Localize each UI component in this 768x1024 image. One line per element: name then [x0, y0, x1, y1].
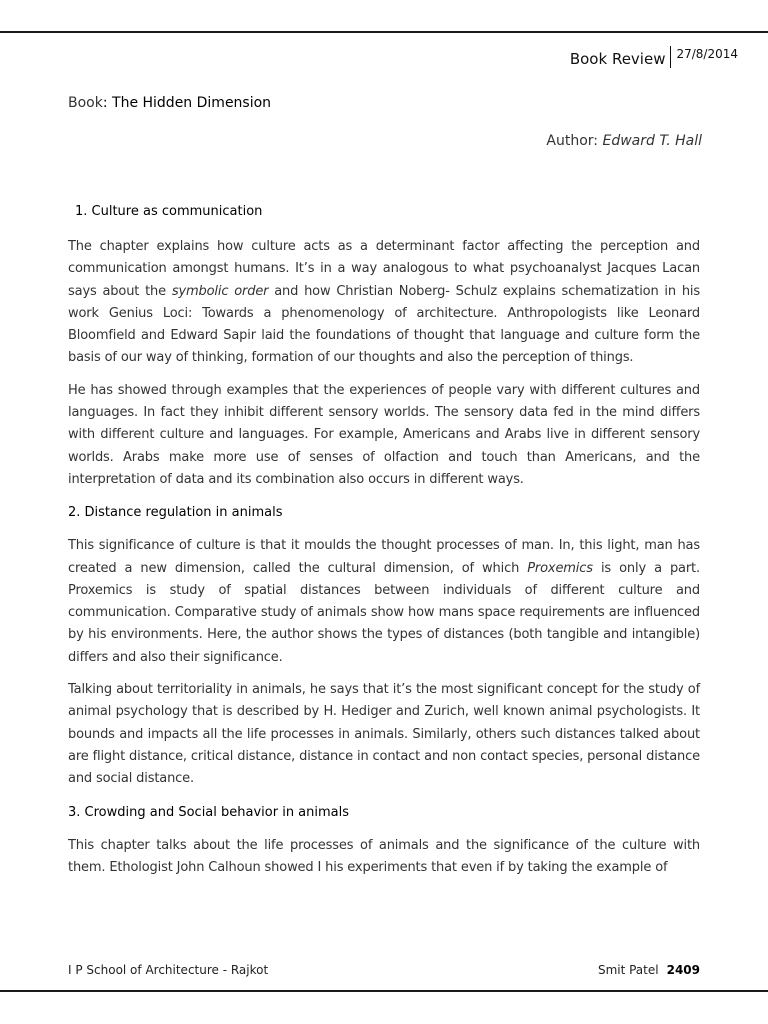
book-colon: : — [102, 95, 108, 111]
proxemics-term: Proxemics — [527, 560, 593, 576]
section-1-paragraph-1: The chapter explains how culture acts as a determinant factor affecting the perception and communication amongst humans. It’s in a way analogous to what psychoanalyst Jacques Lacan says about the symbolic order and how Christian Noberg- Schulz explains schematization in his work Genius Loci: Towards a phenomenology of architecture. Anthropologists like Leonard Bloomfield and Edward Sapir laid the foundations of thought that language and culture form the basis of our way of thinking, formation of our thoughts and also the perception of things. — [68, 239, 700, 366]
page-header — [570, 46, 738, 70]
header-separator — [670, 46, 671, 68]
section-1-paragraph-2: He has showed through examples that the experiences of people vary with different cultures and languages. In fact they inhibit different sensory worlds. The sensory data fed in the mind differs with different culture and languages. For example, Americans and Arabs live in different sensory worlds. Arabs make more use of senses of olfaction and touch than Americans, and the interpretation of data and its combination also occurs in different ways. — [68, 382, 700, 487]
footer-institution: I P School of Architecture - Rajkot — [68, 963, 269, 977]
section-heading-2: 2. Distance regulation in animals — [68, 505, 283, 521]
book-title-line — [68, 94, 271, 112]
section-2-paragraph-1: This significance of culture is that it moulds the thought processes of man. In, this light, man has created a new dimension, called the cultural dimension, of which Proxemics is only a part. Proxemics is study of spatial distances between individuals of different culture and communication. Comparative study of animals show how mans space requirements are influenced by his environments. Here, the author shows the types of distances (both tangible and intangible) differs and also their significance. — [68, 538, 700, 665]
author-name: Edward T. Hall — [602, 133, 702, 149]
section-heading-1: 1. Culture as communication — [75, 204, 263, 219]
top-rule — [0, 31, 768, 33]
bottom-rule — [0, 990, 768, 992]
section-heading-3: 3. Crowding and Social behavior in animals — [68, 804, 350, 820]
footer-author: Smit Patel — [597, 963, 659, 977]
page-number: 2409 — [666, 963, 700, 977]
section-3-paragraph-1: This chapter talks about the life processes of animals and the significance of the culture with them. Ethologist John Calhoun showed I his experiments that even if by taking the example of — [68, 837, 700, 875]
header-label: Book Review — [569, 50, 666, 68]
header-date: 27/8/2014 — [676, 47, 738, 61]
book-prefix: Book — [68, 95, 103, 111]
review-body — [68, 202, 700, 879]
symbolic-order-term: symbolic order — [171, 283, 269, 299]
footer-right — [598, 962, 700, 978]
author-line — [546, 132, 702, 150]
book-title: The Hidden Dimension — [112, 95, 272, 111]
author-prefix: Author: — [546, 133, 599, 149]
section-2-paragraph-2: Talking about territoriality in animals, he says that it’s the most significant concept for the study of animal psychology that is described by H. Hediger and Zurich, well known animal psychologists. It bounds and impacts all the life processes in animals. Similarly, others such distances talked about are flight distance, critical distance, distance in contact and non contact species, personal distance and social distance. — [68, 682, 700, 787]
